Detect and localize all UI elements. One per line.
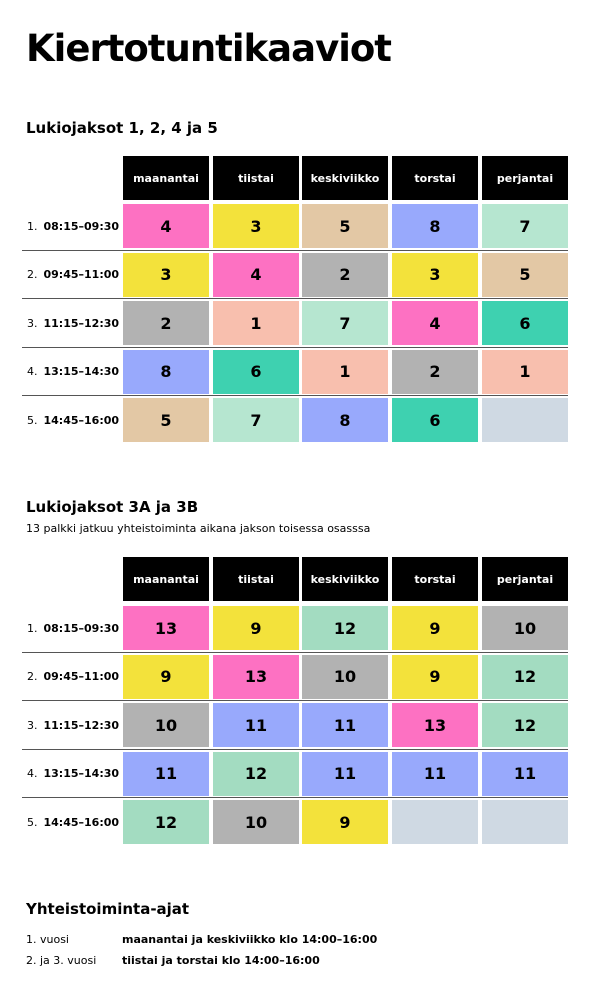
schedule-cell: 13: [213, 655, 299, 699]
schedule-cell: 11: [302, 752, 388, 796]
row-number: 5.: [27, 413, 38, 427]
row-number: 4.: [27, 365, 38, 378]
schedule-cell: 1: [213, 301, 299, 345]
row-divider: [22, 347, 568, 348]
schedule-cell: 13: [392, 703, 478, 747]
schedule-cell: 5: [302, 204, 388, 248]
row-divider: [22, 395, 568, 396]
row-number: 2.: [27, 670, 38, 683]
footer-title: Yhteistoiminta-ajat: [26, 900, 190, 918]
day-header: keskiviikko: [302, 156, 388, 200]
schedule-cell: 7: [302, 301, 388, 345]
day-header: perjantai: [482, 557, 568, 601]
row-number: 4.: [27, 767, 38, 780]
row-time: 14:45–16:00: [43, 413, 120, 427]
footer-row: [26, 933, 377, 946]
schedule-cell: 11: [213, 703, 299, 747]
day-header: torstai: [392, 156, 478, 200]
day-header: perjantai: [482, 156, 568, 200]
footer-time: maanantai ja keskiviikko klo 14:00–16:00: [122, 933, 378, 946]
schedule-cell: 9: [302, 800, 388, 844]
schedule-cell: 13: [123, 606, 209, 650]
schedule-cell: 3: [123, 253, 209, 297]
row-number: 5.: [27, 815, 38, 829]
schedule-cell: 6: [482, 301, 568, 345]
schedule-cell: 6: [392, 398, 478, 442]
row-time: 14:45–16:00: [43, 815, 120, 829]
schedule-cell: 12: [302, 606, 388, 650]
schedule-cell: 9: [392, 606, 478, 650]
schedule-cell: 11: [482, 752, 568, 796]
schedule-cell: 9: [123, 655, 209, 699]
footer-year: 2. ja 3. vuosi: [26, 954, 97, 967]
row-time: 11:15–12:30: [43, 316, 120, 330]
row-label: [27, 800, 119, 844]
schedule-cell: 2: [392, 350, 478, 394]
schedule-cell: 2: [302, 253, 388, 297]
section2-subtitle: 13 palkki jatkuu yhteistoiminta aikana jakson toisessa osasssa: [26, 522, 371, 535]
schedule-cell: 8: [302, 398, 388, 442]
schedule-cell: 2: [123, 301, 209, 345]
row-time: 08:15–09:30: [43, 219, 120, 233]
section2-title: Lukiojaksot 3A ja 3B: [26, 498, 199, 516]
footer-row: [26, 954, 320, 967]
day-header: keskiviikko: [302, 557, 388, 601]
schedule-cell: 7: [213, 398, 299, 442]
schedule-cell: 4: [123, 204, 209, 248]
schedule-cell: 9: [213, 606, 299, 650]
schedule-cell: 4: [213, 253, 299, 297]
schedule-cell: 3: [213, 204, 299, 248]
row-time: 11:15–12:30: [43, 718, 120, 732]
row-divider: [22, 749, 568, 750]
day-header: tiistai: [213, 156, 299, 200]
schedule-cell: 10: [482, 606, 568, 650]
row-number: 3.: [27, 718, 38, 732]
schedule-cell: [482, 800, 568, 844]
schedule-cell: 12: [123, 800, 209, 844]
row-label: [27, 655, 119, 699]
row-divider: [22, 700, 568, 701]
schedule-cell: 9: [392, 655, 478, 699]
schedule-cell: 12: [482, 655, 568, 699]
row-time: 09:45–11:00: [43, 670, 120, 683]
footer-time: tiistai ja torstai klo 14:00–16:00: [122, 954, 320, 967]
schedule-cell: 12: [482, 703, 568, 747]
row-divider: [22, 298, 568, 299]
row-label: [27, 301, 119, 345]
row-time: 09:45–11:00: [43, 268, 120, 281]
row-number: 1.: [27, 621, 38, 635]
row-number: 2.: [27, 268, 38, 281]
schedule-cell: 8: [123, 350, 209, 394]
schedule-cell: 11: [123, 752, 209, 796]
day-header: tiistai: [213, 557, 299, 601]
row-time: 13:15–14:30: [43, 365, 120, 378]
schedule-cell: [482, 398, 568, 442]
row-number: 3.: [27, 316, 38, 330]
row-label: [27, 398, 119, 442]
schedule-cell: 7: [482, 204, 568, 248]
schedule-cell: 6: [213, 350, 299, 394]
schedule-cell: 4: [392, 301, 478, 345]
row-time: 13:15–14:30: [43, 767, 120, 780]
row-time: 08:15–09:30: [43, 621, 120, 635]
day-header: torstai: [392, 557, 478, 601]
schedule-cell: 1: [482, 350, 568, 394]
schedule-cell: 10: [123, 703, 209, 747]
page-title: Kiertotuntikaaviot: [26, 27, 391, 70]
schedule-cell: 12: [213, 752, 299, 796]
schedule-cell: 11: [302, 703, 388, 747]
day-header: maanantai: [123, 557, 209, 601]
schedule-cell: 10: [302, 655, 388, 699]
schedule-cell: 11: [392, 752, 478, 796]
schedule-cell: [392, 800, 478, 844]
row-divider: [22, 797, 568, 798]
section1-title: Lukiojaksot 1, 2, 4 ja 5: [26, 119, 218, 137]
schedule-cell: 10: [213, 800, 299, 844]
schedule-cell: 1: [302, 350, 388, 394]
schedule-cell: 8: [392, 204, 478, 248]
row-label: [27, 204, 119, 248]
row-label: [27, 703, 119, 747]
row-label: [27, 350, 119, 394]
schedule-cell: 5: [123, 398, 209, 442]
day-header: maanantai: [123, 156, 209, 200]
schedule-cell: 3: [392, 253, 478, 297]
row-divider: [22, 652, 568, 653]
row-label: [27, 253, 119, 297]
row-label: [27, 606, 119, 650]
footer-year: 1. vuosi: [26, 933, 69, 946]
row-number: 1.: [27, 219, 38, 233]
schedule-cell: 5: [482, 253, 568, 297]
row-label: [27, 752, 119, 796]
row-divider: [22, 250, 568, 251]
